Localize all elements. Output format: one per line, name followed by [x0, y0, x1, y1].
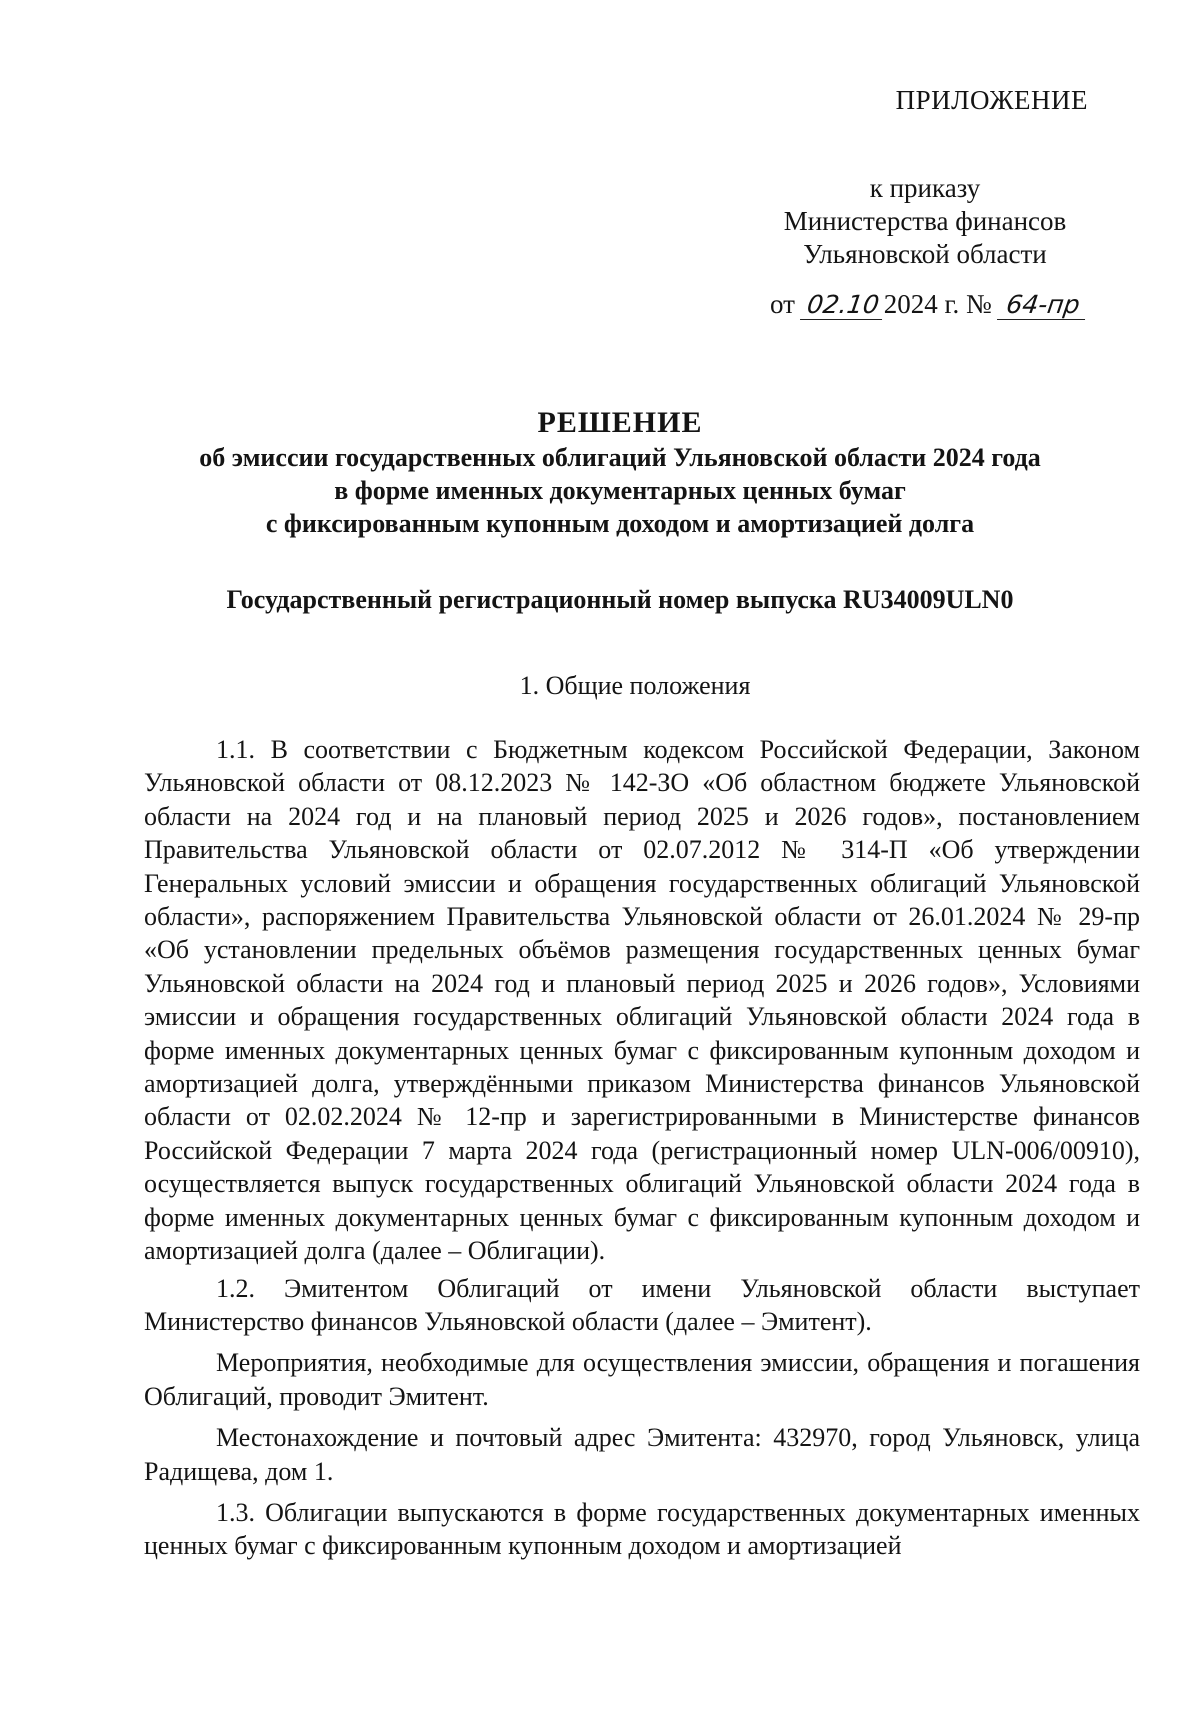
annex-to-line: к приказу	[869, 173, 981, 203]
decision-subtitle-line-3: с фиксированным купонным доходом и амортизацией долга	[265, 509, 975, 538]
date-year: 2024 г. №	[883, 289, 992, 319]
paragraph-activities: Мероприятия, необходимые для осуществления эмиссии, обращения и погашения Облигаций, проводит Эмитент.	[144, 1348, 1140, 1411]
paragraph-address: Местонахождение и почтовый адрес Эмитента: 432970, город Ульяновск, улица Радищева, дом 1.	[144, 1423, 1140, 1486]
annex-block	[700, 80, 1140, 319]
paragraph-1-3: 1.3. Облигации выпускаются в форме государственных документарных именных ценных бумаг с фиксированным купонным доходом и амортизацией	[144, 1497, 1140, 1561]
annex-title: ПРИЛОЖЕНИЕ	[895, 85, 1088, 115]
handwritten-order-number: 64-пр	[996, 291, 1088, 320]
decision-header	[100, 405, 1140, 616]
registration-number: Государственный регистрационный номер выпуска RU34009ULN0	[226, 585, 1014, 614]
annex-region-line: Ульяновской области	[803, 239, 1047, 269]
annex-date-line	[770, 287, 1087, 321]
date-prefix: от	[770, 289, 795, 319]
paragraph-1-2: 1.2. Эмитентом Облигаций от имени Ульяновской области выступает Министерство финансов Ульяновской области (далее – Эмитент).	[144, 1273, 1140, 1336]
decision-subtitle-line-1: об эмиссии государственных облигаций Ульяновской области 2024 года	[199, 443, 1041, 472]
annex-reference	[700, 172, 1140, 271]
document-body	[144, 733, 1140, 1563]
section-heading: 1. Общие положения	[519, 671, 751, 700]
handwritten-date: 02.10	[800, 291, 886, 320]
paragraph-1-1: 1.1. В соответствии с Бюджетным кодексом Российской Федерации, Законом Ульяновской области от 08.12.2023 № 142-ЗО «Об областном бюджете Ульяновской области на 2024 год и на плановый период 2025 и 2026 годов», постановлением Правительства Ульяновской области от 02.07.2012 № 314-П «Об утверждении Генеральных условий эмиссии и обращения государственных облигаций Ульяновской области», распоряжением Правительства Ульяновской области от 26.01.2024 № 29-пр «Об установлении предельных объёмов размещения государственных ценных бумаг Ульяновской области на 2024 год и плановый период 2025 и 2026 годов», Условиями эмиссии и обращения государственных облигаций Ульяновской области 2024 года в форме именных документарных ценных бумаг с фиксированным купонным доходом и амортизацией долга, утверждёнными приказом Министерства финансов Ульяновской области от 02.02.2024 № 12-пр и зарегистрированными в Министерстве финансов Российской Федерации 7 марта 2024 года (регистрационный номер ULN-006/00910), осуществляется выпуск государственных облигаций Ульяновской области 2024 года в форме именных документарных ценных бумаг с фиксированным купонным доходом и амортизацией долга (далее – Облигации).	[144, 735, 1140, 1266]
decision-subtitle-line-2: в форме именных документарных ценных бумаг	[334, 476, 906, 505]
annex-ministry-line: Министерства финансов	[783, 206, 1067, 236]
decision-title: РЕШЕНИЕ	[537, 406, 703, 439]
